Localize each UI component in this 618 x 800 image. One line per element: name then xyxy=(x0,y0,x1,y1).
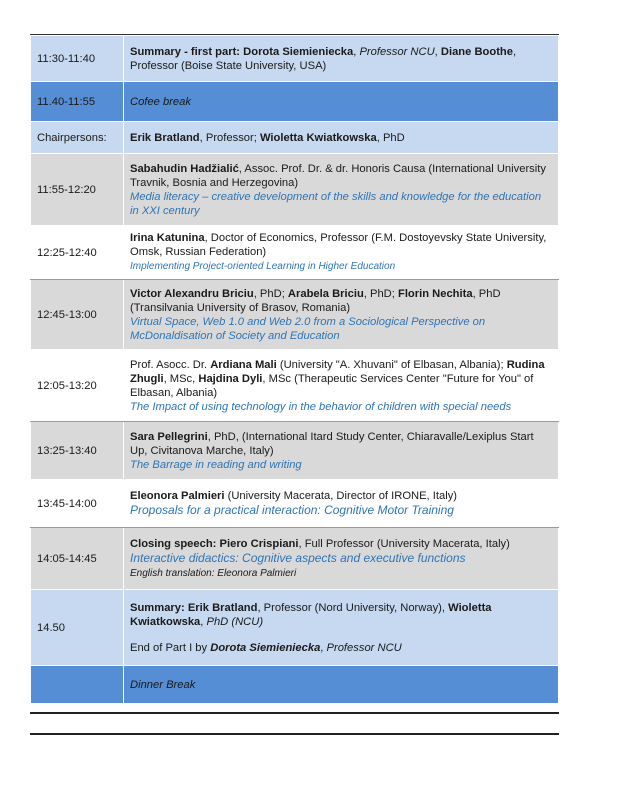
session-line xyxy=(130,629,552,641)
text-segment: English translation: Eleonora Palmieri xyxy=(130,567,297,579)
table-row xyxy=(31,590,559,666)
session-line xyxy=(130,231,552,259)
time-cell xyxy=(31,666,124,704)
session-line xyxy=(130,190,552,218)
time-cell: 14.50 xyxy=(31,590,124,666)
text-segment: Professor NCU xyxy=(359,45,435,58)
text-segment: , Professor; xyxy=(199,131,260,144)
table-row xyxy=(31,122,559,154)
text-segment: Irina Katunina xyxy=(130,232,205,244)
text-segment: Summary - first part: xyxy=(130,45,244,58)
session-cell xyxy=(124,82,559,122)
time-cell: 14:05-14:45 xyxy=(31,528,124,590)
text-segment: Arabela Briciu xyxy=(287,287,364,300)
session-line xyxy=(130,503,552,518)
text-segment: Dorota Siemieniecka xyxy=(243,45,354,58)
text-segment: Sara Pellegrini xyxy=(130,430,208,443)
text-segment: Closing speech: xyxy=(130,537,220,550)
session-line xyxy=(130,131,552,145)
schedule-table xyxy=(30,35,559,704)
session-line xyxy=(130,551,552,566)
table-row xyxy=(31,226,559,280)
text-segment: Dorota Siemieniecka xyxy=(210,641,321,654)
session-cell xyxy=(124,350,559,422)
time-cell: 12:25-12:40 xyxy=(31,226,124,280)
text-segment: , Full Professor (University Macerata, Italy) xyxy=(298,537,510,550)
text-segment: , xyxy=(353,45,360,58)
table-row xyxy=(31,480,559,528)
session-cell xyxy=(124,154,559,226)
schedule-body xyxy=(31,36,559,704)
time-cell: 12:05-13:20 xyxy=(31,350,124,422)
session-line xyxy=(130,162,552,190)
text-segment: Eleonora Palmieri xyxy=(130,490,225,502)
time-cell: 13:25-13:40 xyxy=(31,422,124,480)
session-line xyxy=(130,259,552,274)
session-line xyxy=(130,566,552,581)
text-segment: (University "A. Xhuvani" of Elbasan, Albania); xyxy=(276,358,507,371)
session-line xyxy=(130,315,552,343)
text-segment: , PhD; xyxy=(363,287,398,300)
text-segment: Media literacy – creative development of the skills and knowledge for the education in XXI century xyxy=(130,190,542,217)
session-line xyxy=(130,358,552,400)
session-line xyxy=(130,641,552,655)
text-segment: The Impact of using technology in the behavior of children with special needs xyxy=(130,400,512,413)
table-row xyxy=(31,82,559,122)
text-segment: , Assoc. Prof. Dr. & dr. Honoris Causa (International University Travnik, Bosnia and Herzegovina) xyxy=(130,162,546,189)
session-cell xyxy=(124,280,559,350)
session-cell xyxy=(124,122,559,154)
session-line xyxy=(130,601,552,629)
table-row xyxy=(31,280,559,350)
session-line xyxy=(130,489,552,503)
session-cell xyxy=(124,226,559,280)
text-segment: Wioletta Kwiatkowska xyxy=(130,601,492,628)
text-segment: , PhD xyxy=(376,131,405,144)
table-row xyxy=(31,36,559,82)
text-segment: Florin Nechita xyxy=(397,287,473,300)
text-segment: Implementing Project-oriented Learning in Higher Education xyxy=(130,261,396,272)
table-row xyxy=(31,350,559,422)
text-segment: , Professor (Nord University, Norway), xyxy=(257,601,449,614)
session-cell xyxy=(124,422,559,480)
session-line xyxy=(130,95,552,109)
text-segment: End of Part I by xyxy=(130,641,211,654)
session-line xyxy=(130,537,552,551)
text-segment: Wioletta Kwiatkowska xyxy=(259,131,377,144)
session-line xyxy=(130,400,552,414)
time-cell: 13:45-14:00 xyxy=(31,480,124,528)
text-segment: , xyxy=(200,615,207,628)
text-segment: Hajdina Dyli xyxy=(198,372,263,385)
text-segment: Cofee break xyxy=(130,95,191,108)
bottom-rule-thin xyxy=(30,733,559,735)
text-segment: , MSc (Therapeutic Services Center "Future for You" of Elbasan, Albania) xyxy=(130,372,534,399)
text-segment: , MSc, xyxy=(163,372,199,385)
text-segment: The Barrage in reading and writing xyxy=(130,458,302,471)
session-cell xyxy=(124,528,559,590)
text-segment: Erik Bratland xyxy=(130,131,200,144)
text-segment: Sabahudin Hadžialić xyxy=(130,162,239,175)
table-row xyxy=(31,666,559,704)
text-segment: Erik Bratland xyxy=(187,601,258,614)
text-segment: Rudina Zhugli xyxy=(130,358,545,385)
session-cell xyxy=(124,590,559,666)
table-row xyxy=(31,422,559,480)
table-row xyxy=(31,528,559,590)
text-segment: , PhD, (International Itard Study Center, Chiaravalle/Lexiplus Start Up, Civitanova Marche, Italy) xyxy=(130,430,534,457)
session-line xyxy=(130,45,552,73)
session-line xyxy=(130,287,552,315)
text-segment: , xyxy=(434,45,441,58)
time-cell: Chairpersons: xyxy=(31,122,124,154)
text-segment: Victor Alexandru Briciu xyxy=(130,287,254,300)
text-segment: Ardiana Mali xyxy=(210,358,277,371)
text-segment: Summary: xyxy=(130,601,188,614)
text-segment: Diane Boothe xyxy=(440,45,513,58)
time-cell: 11:30-11:40 xyxy=(31,36,124,82)
session-line xyxy=(130,458,552,472)
text-segment: , PhD (Transilvania University of Brasov, Romania) xyxy=(130,287,501,314)
time-cell: 12:45-13:00 xyxy=(31,280,124,350)
text-segment: (University Macerata, Director of IRONE, Italy) xyxy=(224,490,458,502)
session-line xyxy=(130,430,552,458)
text-segment: Dinner Break xyxy=(130,678,196,691)
session-line xyxy=(130,678,552,692)
text-segment: Piero Crispiani xyxy=(219,537,299,550)
text-segment: Professor NCU xyxy=(326,641,402,654)
time-cell: 11.40-11:55 xyxy=(31,82,124,122)
session-cell xyxy=(124,666,559,704)
text-segment: Prof. Asocc. Dr. xyxy=(130,358,211,371)
text-segment: , xyxy=(320,641,327,654)
text-segment: , Doctor of Economics, Professor (F.M. Dostoyevsky State University, Omsk, Russian Federation) xyxy=(130,232,547,258)
time-cell: 11:55-12:20 xyxy=(31,154,124,226)
text-segment: , PhD; xyxy=(253,287,288,300)
session-cell xyxy=(124,36,559,82)
table-row xyxy=(31,154,559,226)
session-cell xyxy=(124,480,559,528)
bottom-rule-thick xyxy=(30,712,559,714)
text-segment: Proposals for a practical interaction: Cognitive Motor Training xyxy=(130,503,454,517)
text-segment: , Professor (Boise State University, USA) xyxy=(130,45,517,72)
text-segment: Interactive didactics: Cognitive aspects and executive functions xyxy=(130,550,466,565)
text-segment: PhD (NCU) xyxy=(206,615,264,628)
text-segment: Virtual Space, Web 1.0 and Web 2.0 from a Sociological Perspective on McDonaldisation of Society and Education xyxy=(130,315,486,342)
